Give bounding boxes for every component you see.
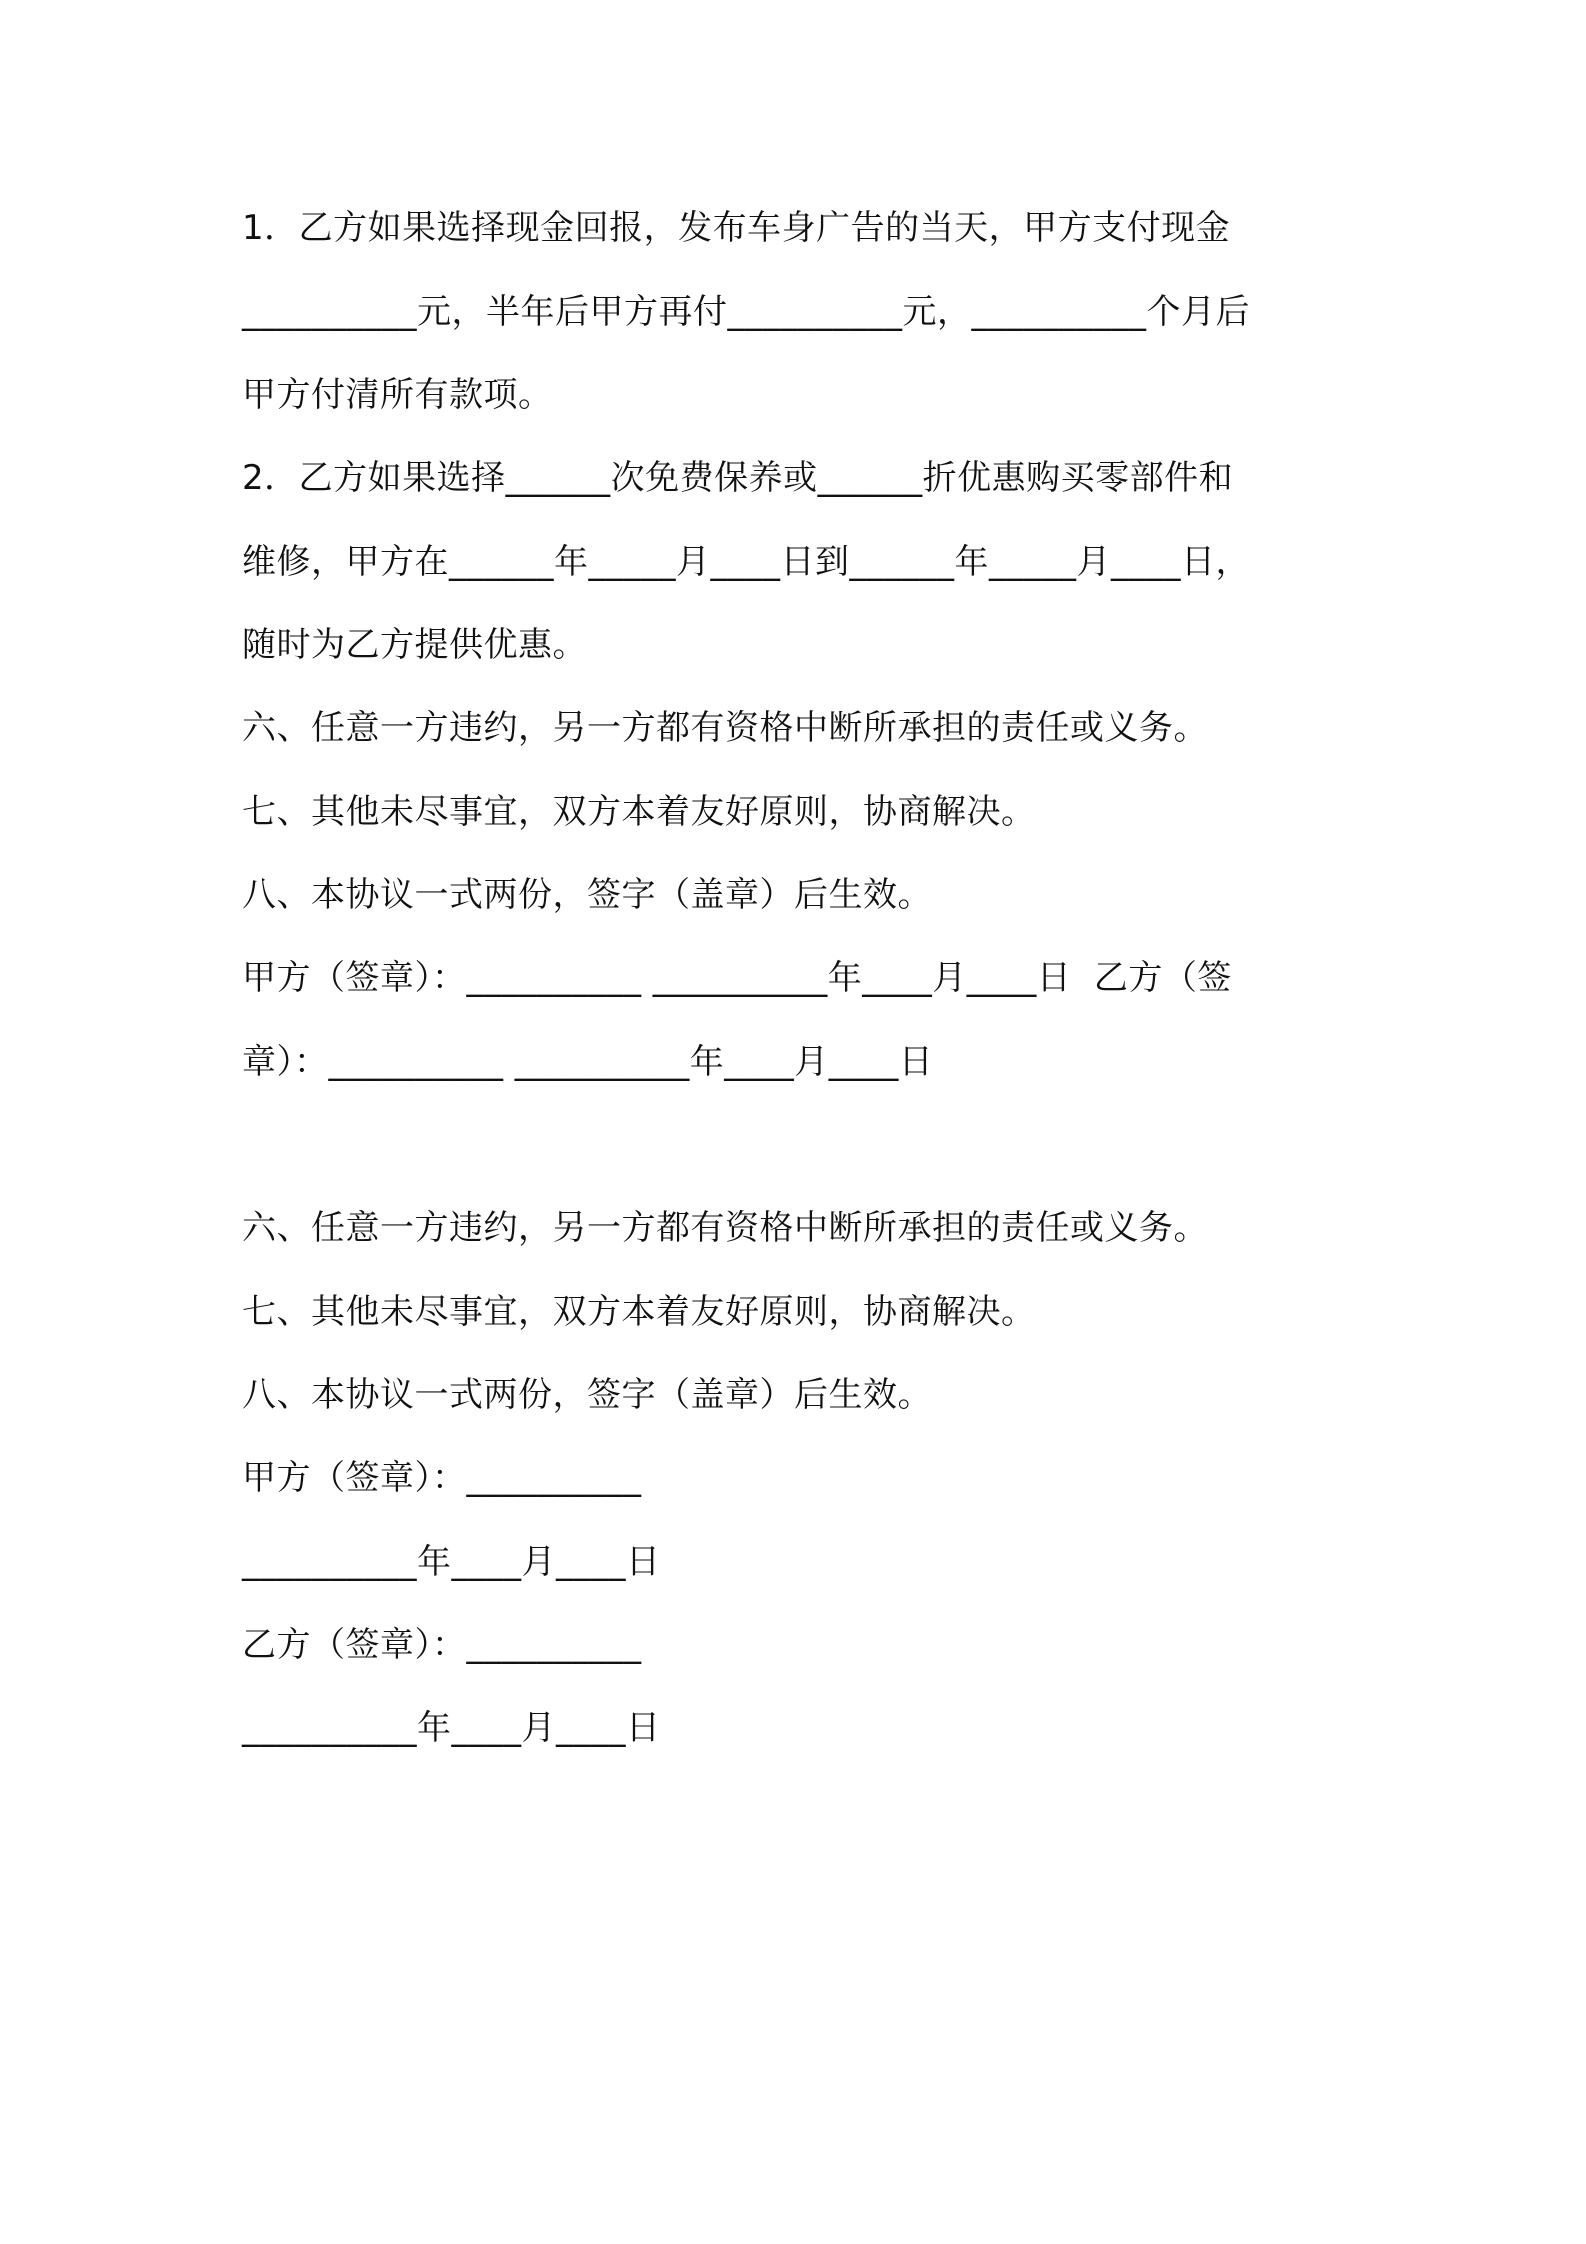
article-7-repeat: 七、其他未尽事宜，双方本着友好原则，协商解决。 <box>242 1292 1036 1332</box>
clause-1-line-2: __________元，半年后甲方再付__________元，__________个月后 <box>242 292 1250 332</box>
clause-1-line-3: 甲方付清所有款项。 <box>242 375 553 415</box>
clause-2-line-1: 2．乙方如果选择______次免费保养或______折优惠购买零部件和 <box>242 458 1234 498</box>
article-8: 八、本协议一式两份，签字（盖章）后生效。 <box>242 875 932 915</box>
party-b-date: __________年____月____日 <box>242 1708 661 1748</box>
party-b-signature: 乙方（签章）：__________ <box>242 1625 642 1665</box>
article-8-repeat: 八、本协议一式两份，签字（盖章）后生效。 <box>242 1375 932 1415</box>
article-6-repeat: 六、任意一方违约，另一方都有资格中断所承担的责任或义务。 <box>242 1208 1208 1248</box>
party-a-date: __________年____月____日 <box>242 1542 661 1582</box>
signature-line-party-b: 章）：__________ __________年____月____日 <box>242 1042 934 1082</box>
article-7: 七、其他未尽事宜，双方本着友好原则，协商解决。 <box>242 792 1036 832</box>
article-6: 六、任意一方违约，另一方都有资格中断所承担的责任或义务。 <box>242 708 1208 748</box>
clause-2-line-3: 随时为乙方提供优惠。 <box>242 625 587 665</box>
signature-line-party-a: 甲方（签章）：__________ __________年____月____日 乙方（签 <box>242 958 1232 998</box>
clause-2-line-2: 维修，甲方在______年_____月____日到______年_____月____日， <box>242 542 1250 582</box>
clause-1-line-1: 1．乙方如果选择现金回报，发布车身广告的当天，甲方支付现金 <box>242 208 1231 248</box>
party-a-signature: 甲方（签章）：__________ <box>242 1458 642 1498</box>
